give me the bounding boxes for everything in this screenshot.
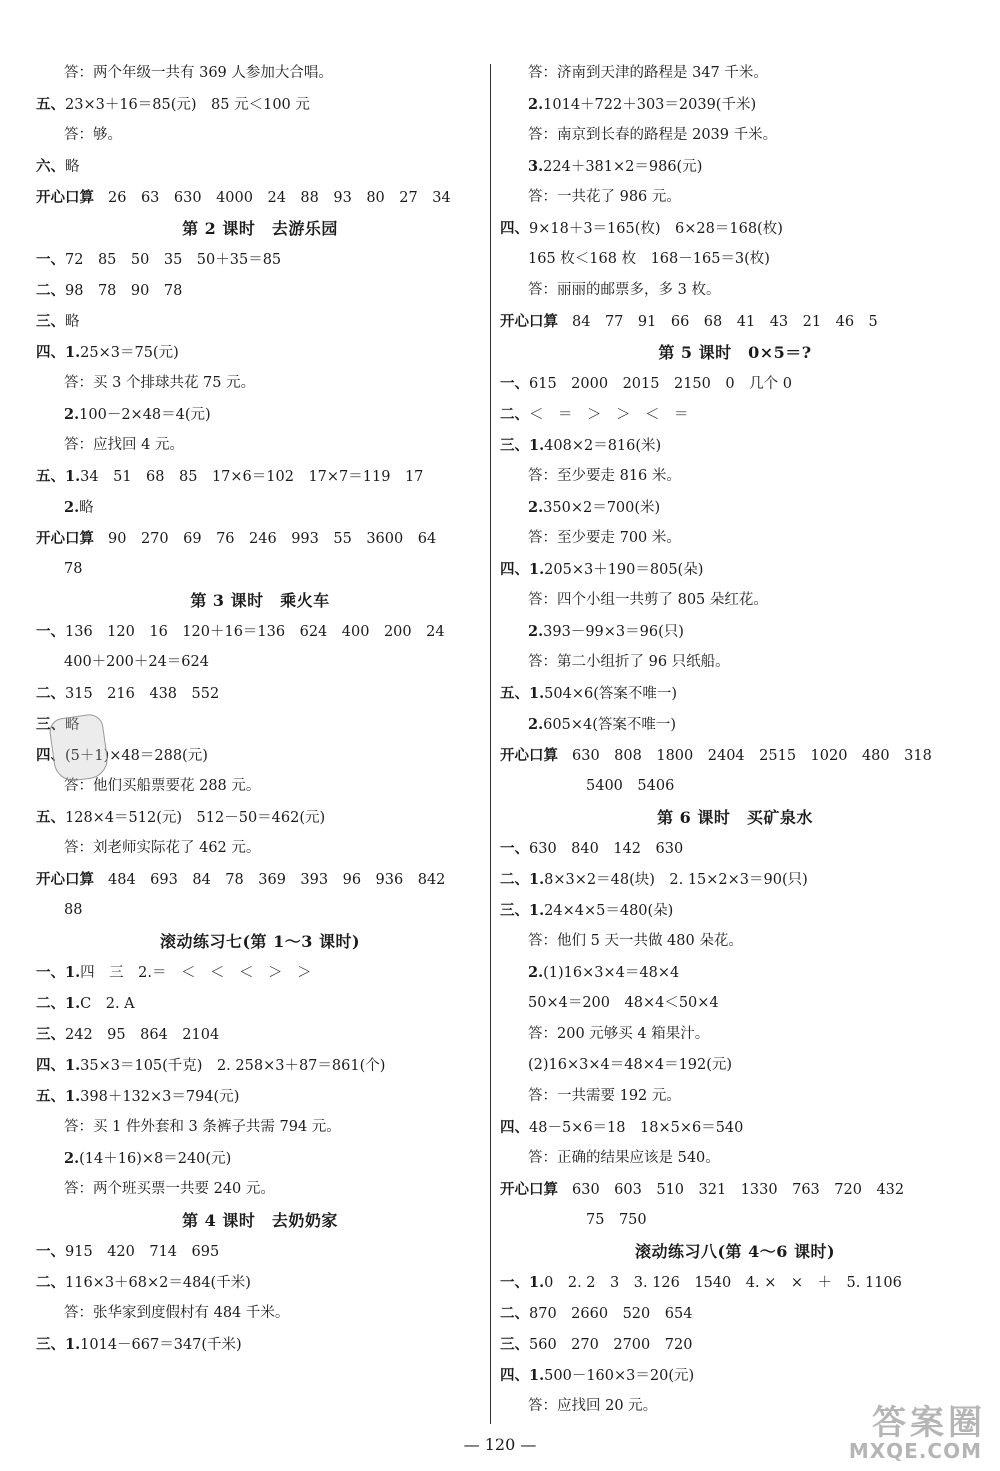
section-heading: [500, 1236, 970, 1267]
question-number: 二、: [36, 685, 65, 702]
answer-line: [500, 1205, 970, 1236]
answer-text: 23×3＋16＝85(元) 85 元＜100 元: [65, 97, 310, 113]
question-number: 六、: [36, 158, 65, 175]
answer-line: [36, 554, 484, 585]
answer-text: 34 51 68 85 17×6＝102 17×7＝119 17: [80, 469, 424, 485]
answer-line: [36, 492, 484, 523]
heading-text: 滚动练习八(第 4～6 课时): [634, 1242, 836, 1261]
answer-text: 答：两个年级一共有 369 人参加大合唱。: [64, 65, 333, 81]
question-number: 2.: [528, 499, 544, 516]
answer-line: [36, 1050, 484, 1081]
answer-line: [36, 430, 484, 461]
answer-text: 答：200 元够买 4 箱果汁。: [528, 1026, 710, 1042]
answer-line: [500, 678, 970, 709]
answer-text: 35×3＝105(千克) 2. 258×3＋87＝861(个): [80, 1058, 386, 1074]
watermark-url-text: MXQE.COM: [848, 1439, 982, 1463]
answer-text: 9×18＋3＝165(枚) 6×28＝168(枚): [529, 221, 783, 237]
answer-text: 答：买 1 件外套和 3 条裤子共需 794 元。: [64, 1119, 341, 1135]
answer-line: [36, 1267, 484, 1298]
section-heading: [36, 585, 484, 616]
watermark-logo-text: 答案圈: [872, 1403, 986, 1443]
answer-line: [500, 399, 970, 430]
answer-line: [36, 275, 484, 306]
answer-text: 25×3＝75(元): [80, 345, 179, 361]
answer-text: 答：至少要走 700 米。: [528, 530, 681, 546]
answer-text: 128×4＝512(元) 512－50＝462(元): [65, 810, 326, 826]
answer-text: 答：第二小组折了 96 只纸船。: [528, 654, 730, 670]
answer-text: 88: [64, 902, 83, 918]
answer-text: 315 216 438 552: [65, 686, 220, 702]
answer-line: [500, 89, 970, 120]
answer-line: [36, 523, 484, 554]
site-watermark: [800, 1393, 986, 1463]
answer-text: 100－2×48＝4(元): [79, 407, 211, 423]
question-number: 3.: [528, 158, 544, 175]
answer-line: [36, 1236, 484, 1267]
answer-line: [36, 368, 484, 399]
answer-text: 略: [65, 314, 80, 330]
question-number: 2.: [528, 964, 544, 981]
question-number: 2.: [528, 96, 544, 113]
answer-text: 1014－667＝347(千米): [80, 1337, 242, 1353]
answer-line: [500, 771, 970, 802]
answer-line: [500, 926, 970, 957]
answer-line: [500, 988, 970, 1019]
answer-line: [500, 430, 970, 461]
answer-line: [500, 1112, 970, 1143]
answer-text: 答：买 3 个排球共花 75 元。: [64, 375, 256, 391]
answer-text: 26 63 630 4000 24 88 93 80 27 34: [108, 190, 451, 206]
answer-text: 504×6(答案不唯一): [544, 686, 678, 702]
section-heading: [500, 802, 970, 833]
answer-text: 5400 5406: [586, 778, 675, 794]
answer-text: 75 750: [586, 1212, 647, 1228]
answer-text: 224＋381×2＝986(元): [543, 159, 703, 175]
answer-line: [36, 399, 484, 430]
question-number: 四、: [36, 747, 65, 764]
question-number: 开心口算: [36, 189, 94, 206]
answer-text: 48－5×6＝18 18×5×6＝540: [529, 1120, 744, 1136]
answer-text: 84 77 91 66 68 41 43 21 46 5: [572, 314, 878, 330]
answer-text: 答：至少要走 816 米。: [528, 468, 681, 484]
question-number: 五、1.: [500, 685, 545, 702]
question-number: 开心口算: [500, 747, 558, 764]
answer-text: 393－99×3＝96(只): [543, 624, 684, 640]
question-number: 一、1.: [36, 964, 81, 981]
answer-line: [36, 151, 484, 182]
answer-line: [36, 1112, 484, 1143]
answer-text: 8×3×2＝48(块) 2. 15×2×3＝90(只): [544, 872, 808, 888]
answer-line: [500, 957, 970, 988]
answer-line: [500, 1081, 970, 1112]
question-number: 三、: [500, 1336, 529, 1353]
answer-line: [500, 833, 970, 864]
answer-line: [500, 1050, 970, 1081]
answer-text: 1014＋722＋303＝2039(千米): [543, 97, 757, 113]
answer-line: [36, 988, 484, 1019]
answer-line: [36, 1081, 484, 1112]
answer-line: [500, 1019, 970, 1050]
question-number: 三、1.: [36, 1336, 81, 1353]
question-number: 一、: [500, 840, 529, 857]
answer-text: 答：刘老师实际花了 462 元。: [64, 840, 261, 856]
answer-line: [500, 244, 970, 275]
answer-text: 500－160×3＝20(元): [544, 1368, 695, 1384]
answer-text: 答：他们买船票要花 288 元。: [64, 778, 261, 794]
answer-text: 答：张华家到度假村有 484 千米。: [64, 1305, 290, 1321]
answer-text: 915 420 714 695: [65, 1244, 220, 1260]
question-number: 五、1.: [36, 468, 81, 485]
question-number: 一、: [36, 251, 65, 268]
answer-line: [500, 523, 970, 554]
question-number: 三、1.: [500, 437, 545, 454]
answer-text: 略: [65, 159, 80, 175]
answer-line: [36, 182, 484, 213]
question-number: 开心口算: [500, 313, 558, 330]
answer-text: 78: [64, 561, 83, 577]
answer-line: [500, 864, 970, 895]
answer-line: [500, 709, 970, 740]
answer-text: 605×4(答案不唯一): [543, 717, 677, 733]
heading-text: 第 3 课时 乘火车: [190, 591, 330, 610]
answer-text: 0 2. 2 3 3. 126 1540 4. × × ＋ 5. 1106: [544, 1275, 902, 1291]
question-number: 五、: [36, 96, 65, 113]
column-divider: [490, 64, 491, 1424]
answer-text: 116×3＋68×2＝484(千米): [65, 1275, 251, 1291]
answer-line: [36, 678, 484, 709]
heading-text: 滚动练习七(第 1～3 课时): [159, 932, 361, 951]
answer-line: [500, 554, 970, 585]
question-number: 一、1.: [500, 1274, 545, 1291]
answer-text: 24×4×5＝480(朵): [544, 903, 674, 919]
answer-line: [36, 58, 484, 89]
answer-text: 答：一共花了 986 元。: [528, 189, 681, 205]
answer-text: 答：丽丽的邮票多，多 3 枚。: [528, 282, 721, 298]
heading-text: 第 5 课时 0×5＝?: [658, 343, 812, 362]
question-number: 三、: [36, 313, 65, 330]
answer-line: [36, 1019, 484, 1050]
answer-text: ＜ ＝ ＞ ＞ ＜ ＝: [529, 407, 689, 423]
answer-text: 答：两个班买票一共要 240 元。: [64, 1181, 275, 1197]
answer-line: [36, 1143, 484, 1174]
question-number: 四、: [500, 220, 529, 237]
answer-line: [500, 585, 970, 616]
question-number: 开心口算: [500, 1181, 558, 1198]
answer-text: (14＋16)×8＝240(元): [79, 1151, 232, 1167]
answer-text: (1)16×3×4＝48×4: [543, 965, 680, 981]
question-number: 三、1.: [500, 902, 545, 919]
answer-text: 答：应找回 4 元。: [64, 437, 184, 453]
answer-line: [36, 1298, 484, 1329]
question-number: 2.: [64, 499, 80, 516]
answer-line: [36, 244, 484, 275]
answer-text: 136 120 16 120＋16＝136 624 400 200 24: [65, 624, 445, 640]
answer-line: [500, 895, 970, 926]
question-number: 二、1.: [36, 995, 81, 1012]
answer-text: 630 603 510 321 1330 763 720 432: [572, 1182, 905, 1198]
answer-text: 答：应找回 20 元。: [528, 1398, 658, 1414]
answer-line: [500, 1267, 970, 1298]
question-number: 五、: [36, 809, 65, 826]
answer-line: [36, 120, 484, 151]
section-heading: [36, 213, 484, 244]
answer-line: [36, 864, 484, 895]
answer-line: [500, 740, 970, 771]
answer-line: [36, 957, 484, 988]
answer-text: 560 270 2700 720: [529, 1337, 693, 1353]
answer-text: 398＋132×3＝794(元): [80, 1089, 240, 1105]
heading-text: 第 2 课时 去游乐园: [182, 219, 338, 238]
answer-text: 略: [79, 500, 94, 516]
answer-line: [36, 616, 484, 647]
answer-line: [500, 461, 970, 492]
answer-line: [36, 1329, 484, 1360]
question-number: 四、1.: [500, 561, 545, 578]
question-number: 2.: [64, 406, 80, 423]
question-number: 开心口算: [36, 530, 94, 547]
answer-text: 答：南京到长春的路程是 2039 千米。: [528, 127, 778, 143]
answer-line: [500, 213, 970, 244]
answer-line: [36, 895, 484, 926]
answer-line: [500, 120, 970, 151]
question-number: 二、: [500, 1305, 529, 1322]
answer-line: [500, 182, 970, 213]
section-heading: [36, 1205, 484, 1236]
answer-text: 50×4＝200 48×4＜50×4: [528, 995, 719, 1011]
section-heading: [36, 926, 484, 957]
answer-text: (5＋1)×48＝288(元): [65, 748, 208, 764]
answer-line: [36, 833, 484, 864]
answer-line: [36, 306, 484, 337]
homework-stamp-logo: [48, 713, 110, 784]
question-number: 二、1.: [500, 871, 545, 888]
question-number: 一、: [36, 623, 65, 640]
answer-text: 630 840 142 630: [529, 841, 684, 857]
answer-line: [500, 368, 970, 399]
answer-text: 165 枚＜168 枚 168－165＝3(枚): [528, 251, 770, 267]
answer-text: 242 95 864 2104: [65, 1027, 220, 1043]
answer-text: 略: [65, 717, 80, 733]
question-number: 2.: [528, 623, 544, 640]
question-number: 2.: [528, 716, 544, 733]
answer-line: [500, 1360, 970, 1391]
answer-text: 72 85 50 35 50＋35＝85: [65, 252, 282, 268]
answer-text: C 2. A: [80, 996, 135, 1012]
answer-line: [500, 647, 970, 678]
answer-text: 四 三 2.＝ ＜ ＜ ＜ ＞ ＞: [80, 965, 312, 981]
question-number: 二、: [36, 282, 65, 299]
answer-line: [500, 306, 970, 337]
answer-line: [500, 492, 970, 523]
answer-text: 205×3＋190＝805(朵): [544, 562, 704, 578]
question-number: 四、1.: [36, 344, 81, 361]
answer-line: [36, 337, 484, 368]
question-number: 2.: [64, 1150, 80, 1167]
answer-text: 答：他们 5 天一共做 480 朵花。: [528, 933, 743, 949]
question-number: 四、1.: [36, 1057, 81, 1074]
question-number: 五、1.: [36, 1088, 81, 1105]
answer-line: [500, 151, 970, 182]
answer-text: 答：一共需要 192 元。: [528, 1088, 681, 1104]
answer-text: 400＋200＋24＝624: [64, 654, 209, 670]
answer-line: [500, 1174, 970, 1205]
answer-text: 答：够。: [64, 127, 122, 143]
answer-text: 答：四个小组一共剪了 805 朵红花。: [528, 592, 768, 608]
question-number: 一、: [36, 1243, 65, 1260]
answer-text: 答：正确的结果应该是 540。: [528, 1150, 720, 1166]
answer-text: 答：济南到天津的路程是 347 千米。: [528, 65, 768, 81]
answer-text: 98 78 90 78: [65, 283, 183, 299]
answer-line: [36, 89, 484, 120]
answer-line: [36, 647, 484, 678]
heading-text: 第 4 课时 去奶奶家: [182, 1211, 338, 1230]
answer-line: [500, 58, 970, 89]
answer-line: [36, 1174, 484, 1205]
heading-text: 第 6 课时 买矿泉水: [657, 808, 813, 827]
answer-line: [36, 771, 484, 802]
question-number: 开心口算: [36, 871, 94, 888]
question-number: 三、: [36, 1026, 65, 1043]
answer-text: 484 693 84 78 369 393 96 936 842: [108, 872, 446, 888]
answer-line: [500, 1298, 970, 1329]
answer-text: 90 270 69 76 246 993 55 3600 64: [108, 531, 437, 547]
question-number: 四、: [500, 1119, 529, 1136]
answer-line: [36, 802, 484, 833]
answer-line: [500, 1143, 970, 1174]
answer-line: [500, 275, 970, 306]
answer-text: 408×2＝816(米): [544, 438, 662, 454]
question-number: 四、1.: [500, 1367, 545, 1384]
question-number: 二、: [36, 1274, 65, 1291]
answer-line: [500, 1329, 970, 1360]
page-number: — 120 —: [463, 1435, 537, 1454]
answer-text: (2)16×3×4＝48×4＝192(元): [528, 1057, 733, 1073]
answer-line: [500, 616, 970, 647]
answer-text: 630 808 1800 2404 2515 1020 480 318: [572, 748, 932, 764]
answer-text: 870 2660 520 654: [529, 1306, 693, 1322]
question-number: 二、: [500, 406, 529, 423]
answer-line: [36, 461, 484, 492]
answer-text: 615 2000 2015 2150 0 几个 0: [529, 376, 792, 392]
answer-text: 350×2＝700(米): [543, 500, 661, 516]
left-column: [36, 58, 484, 1360]
right-column: [500, 58, 970, 1422]
question-number: 三、: [36, 716, 65, 733]
question-number: 一、: [500, 375, 529, 392]
section-heading: [500, 337, 970, 368]
